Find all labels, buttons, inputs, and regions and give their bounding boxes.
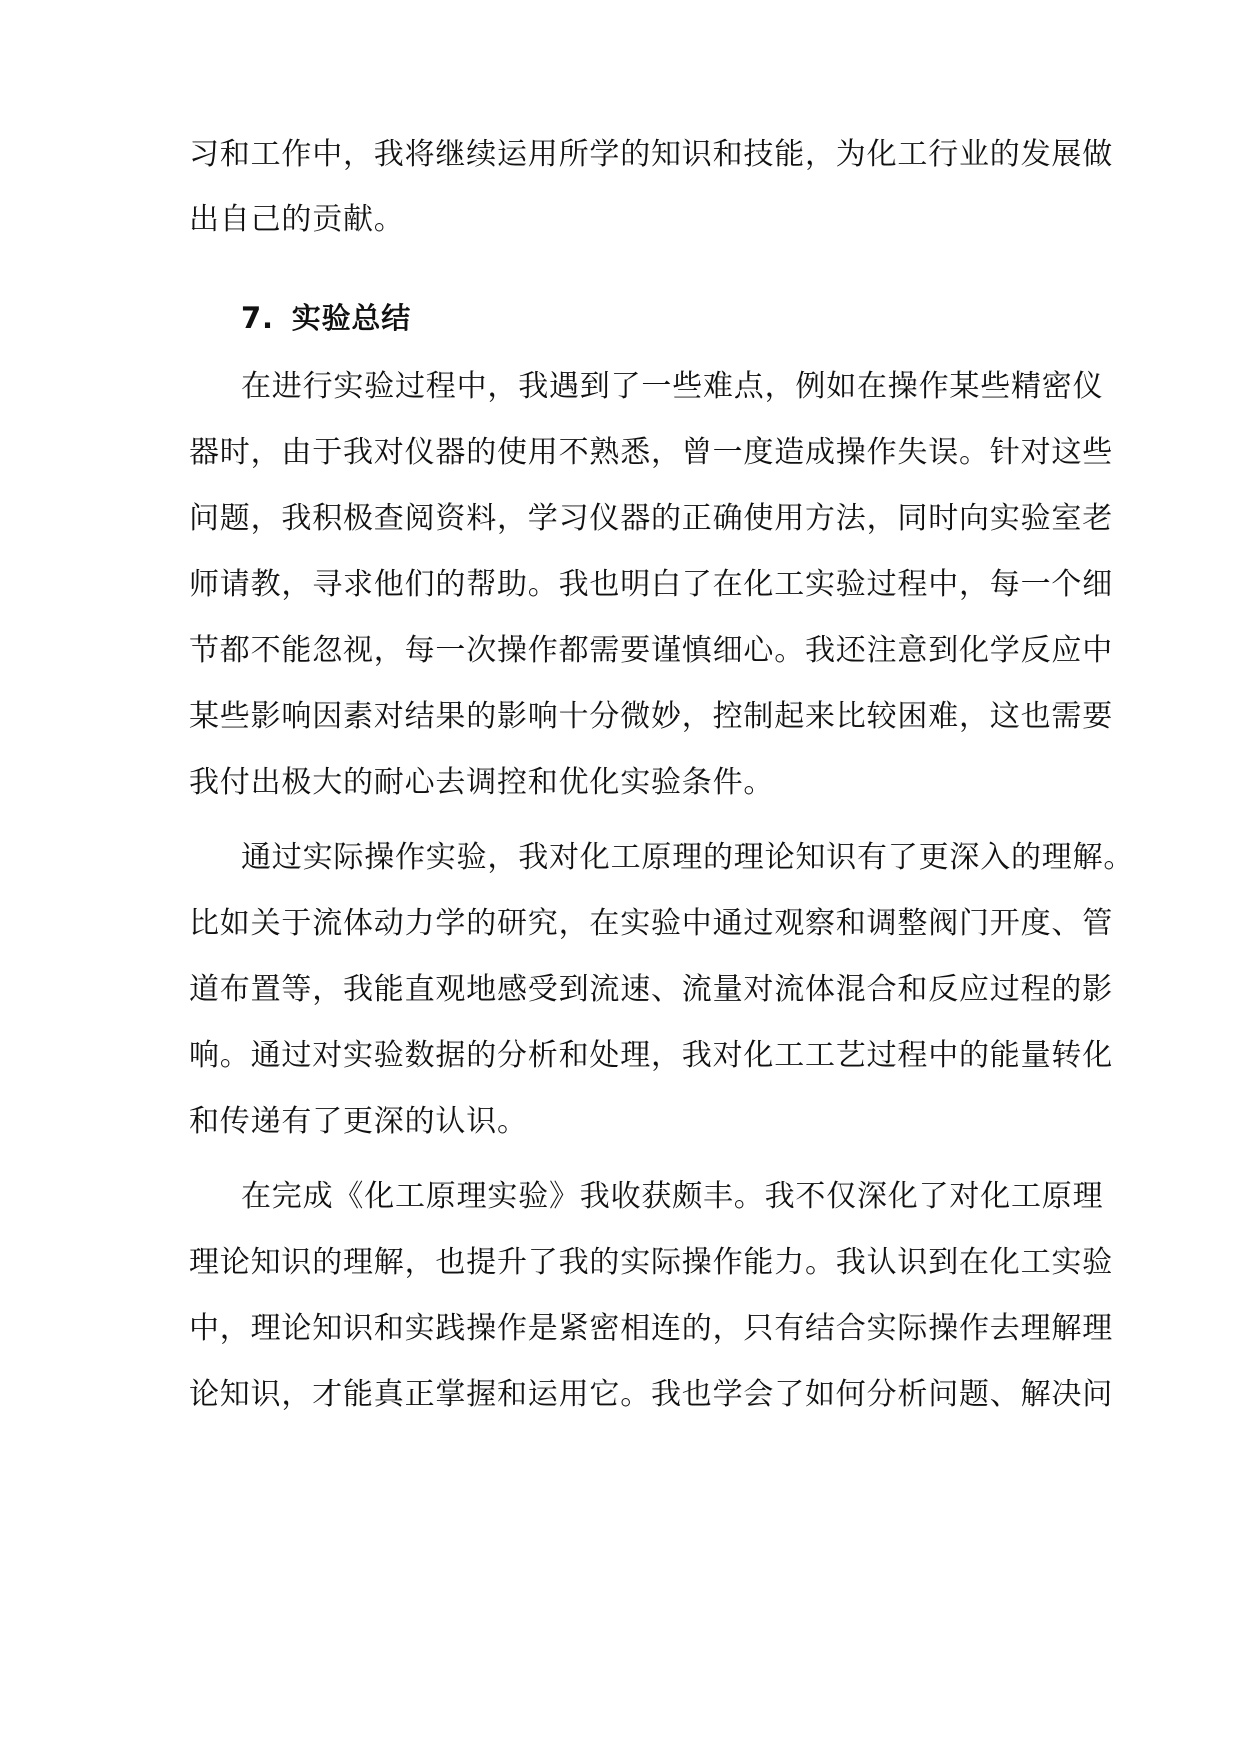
paragraph-2-line-5: 和传递有了更深的认识。 (189, 1104, 528, 1139)
paragraph-2-line-4: 响。通过对实验数据的分析和处理，我对化工工艺过程中的能量转化 (189, 1038, 1113, 1073)
paragraph-3-line-4: 论知识，才能真正掌握和运用它。我也学会了如何分析问题、解决问 (189, 1377, 1113, 1412)
paragraph-1-line-3: 问题，我积极查阅资料，学习仪器的正确使用方法，同时向实验室老 (189, 501, 1113, 536)
paragraph-2-line-3: 道布置等，我能直观地感受到流速、流量对流体混合和反应过程的影 (189, 972, 1113, 1007)
paragraph-1-line-7: 我付出极大的耐心去调控和优化实验条件。 (189, 765, 775, 800)
intro-line-1: 习和工作中，我将继续运用所学的知识和技能，为化工行业的发展做 (189, 137, 1113, 172)
section-title: 实验总结 (291, 301, 411, 335)
paragraph-2-line-1: 通过实际操作实验，我对化工原理的理论知识有了更深入的理解。 (241, 840, 1135, 875)
document-body (189, 0, 1135, 1754)
intro-line-2: 出自己的贡献。 (189, 202, 405, 237)
paragraph-3-line-2: 理论知识的理解，也提升了我的实际操作能力。我认识到在化工实验 (189, 1245, 1113, 1280)
paragraph-3-line-3: 中，理论知识和实践操作是紧密相连的，只有结合实际操作去理解理 (189, 1311, 1113, 1346)
paragraph-2-line-2: 比如关于流体动力学的研究，在实验中通过观察和调整阀门开度、管 (189, 906, 1113, 941)
paragraph-1-line-6: 某些影响因素对结果的影响十分微妙，控制起来比较困难，这也需要 (189, 699, 1113, 734)
paragraph-3-line-1: 在完成《化工原理实验》我收获颇丰。我不仅深化了对化工原理 (241, 1179, 1104, 1214)
section-number: 7. (241, 301, 274, 335)
paragraph-1-line-4: 师请教，寻求他们的帮助。我也明白了在化工实验过程中，每一个细 (189, 567, 1113, 602)
paragraph-1-line-2: 器时，由于我对仪器的使用不熟悉，曾一度造成操作失误。针对这些 (189, 435, 1113, 470)
section-heading (241, 298, 411, 338)
paragraph-1-line-5: 节都不能忽视，每一次操作都需要谨慎细心。我还注意到化学反应中 (189, 633, 1113, 668)
paragraph-1-line-1: 在进行实验过程中，我遇到了一些难点，例如在操作某些精密仪 (241, 369, 1104, 404)
